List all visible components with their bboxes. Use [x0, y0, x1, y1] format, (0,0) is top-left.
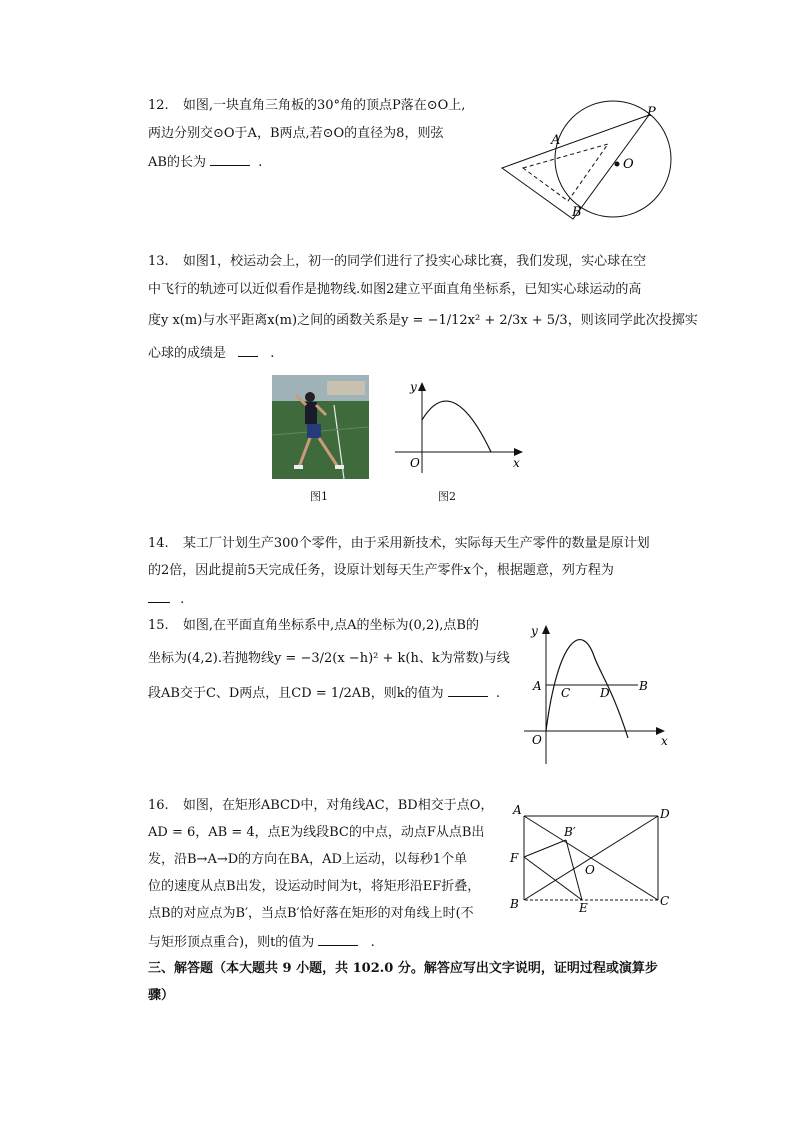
- q13-text1: 如图1，校运动会上，初一的同学们进行了投实心球比赛，我们发现，实心球在空: [182, 254, 647, 269]
- q16-label-B-prime: B′: [564, 825, 576, 839]
- q14-line1: [148, 536, 650, 552]
- q15-label-O: O: [532, 733, 542, 747]
- q15-text1: 如图,在平面直角坐标系中,点A的坐标为(0,2),点B的: [182, 618, 479, 633]
- q12-line2: 两边分别交⊙O于A，B两点,若⊙O的直径为8，则弦: [148, 126, 444, 141]
- q13-parabola: [422, 401, 491, 452]
- q13-fig2-caption: 图2: [438, 490, 456, 503]
- q16-number: 16.: [148, 798, 169, 813]
- q16-segment-B1E: [566, 840, 582, 900]
- q16-label-F: F: [510, 851, 519, 865]
- q16-line1: [148, 798, 493, 814]
- q12-answer-blank[interactable]: [210, 153, 250, 166]
- q15-line3: [148, 684, 500, 702]
- q13-label-O: O: [410, 456, 420, 470]
- q12-label-A: A: [551, 133, 561, 148]
- q15-label-B: B: [639, 679, 648, 693]
- q13-line1: [148, 254, 646, 270]
- q12-number: 12.: [148, 98, 169, 113]
- q16-line5: 点B的对应点为B′，当点B′恰好落在矩形的对角线上时(不: [148, 906, 474, 921]
- q13-athlete-head: [305, 392, 315, 402]
- q13-fig1-caption: 图1: [310, 490, 328, 503]
- q16-figure: [505, 800, 680, 920]
- q15-label-y: y: [531, 624, 538, 638]
- q14-text1: 某工厂计划生产300个零件，由于采用新技术，实际每天生产零件的数量是原计划: [182, 536, 650, 551]
- q16-line4: 位的速度从点B出发，设运动时间为t，将矩形沿EF折叠，: [148, 879, 481, 894]
- q13-fig2: [395, 375, 530, 475]
- q13-answer-blank[interactable]: [238, 344, 258, 357]
- q12-end: .: [258, 155, 263, 170]
- q16-label-B: B: [510, 897, 519, 911]
- q12-figure: [495, 98, 675, 223]
- q14-line3: [148, 590, 184, 608]
- q13-line4: [148, 344, 274, 362]
- q16-end: .: [370, 935, 375, 950]
- q16-label-O: O: [585, 863, 595, 877]
- q16-line2: AD = 6，AB = 4，点E为线段BC的中点，动点F从点B出: [148, 825, 485, 840]
- q13-label-x: x: [513, 456, 520, 470]
- q12-text3: AB的长为: [148, 155, 206, 170]
- q12-label-B: B: [572, 205, 582, 220]
- section3-heading-cont: 骤）: [148, 988, 175, 1003]
- q16-label-A: A: [513, 803, 522, 817]
- q12-label-P: P: [647, 105, 656, 120]
- q13-number: 13.: [148, 254, 169, 269]
- q15-line1: [148, 618, 479, 634]
- q15-label-D: D: [600, 686, 610, 700]
- q16-label-D: D: [660, 807, 670, 821]
- q13-photo: [272, 375, 369, 479]
- q14-end: .: [180, 592, 185, 607]
- q13-line2: 中飞行的轨迹可以近似看作是抛物线.如图2建立平面直角坐标系，已知实心球运动的高: [148, 282, 642, 297]
- q16-label-E: E: [579, 901, 588, 915]
- q15-parabola: [546, 640, 628, 738]
- q15-line2: 坐标为(4,2).若抛物线y = −3/2(x −h)² + k(h、k为常数)与线: [148, 651, 510, 666]
- q15-label-A: A: [533, 679, 542, 693]
- q16-answer-blank[interactable]: [318, 933, 358, 946]
- q16-text1: 如图，在矩形ABCD中，对角线AC，BD相交于点O，: [182, 798, 494, 813]
- q15-number: 15.: [148, 618, 169, 633]
- q15-answer-blank[interactable]: [448, 684, 488, 697]
- section3-heading: 三、解答题（本大题共 9 小题，共 102.0 分。解答应写出文字说明，证明过程或演算步: [148, 961, 658, 976]
- q15-end: .: [495, 686, 501, 701]
- q14-answer-blank[interactable]: [148, 590, 170, 603]
- q13-line3: 度y x(m)与水平距离x(m)之间的函数关系是y = −1/12x² + 2/3x + 5/3，则该同学此次投掷实: [148, 313, 698, 328]
- q15-label-x: x: [661, 734, 668, 748]
- q13-label-y: y: [410, 380, 417, 394]
- q12-line1: [148, 98, 465, 114]
- q12-label-O: O: [623, 157, 634, 172]
- q16-line3: 发，沿B→A→D的方向在BA，AD上运动，以每秒1个单: [148, 852, 468, 867]
- q13-end: .: [270, 346, 275, 361]
- q14-line2: 的2倍，因此提前5天完成任务，设原计划每天生产零件x个，根据题意，列方程为: [148, 563, 614, 578]
- q16-text6: 与矩形顶点重合)，则t的值为: [148, 935, 315, 950]
- q14-number: 14.: [148, 536, 169, 551]
- q16-label-C: C: [660, 894, 670, 908]
- q12-text1: 如图,一块直角三角板的30°角的顶点P落在⊙O上,: [182, 98, 466, 113]
- q15-text3: 段AB交于C、D两点，且CD = 1/2AB，则k的值为: [148, 686, 444, 701]
- q15-y-arrow: [542, 625, 550, 634]
- q16-segment-FB1: [524, 840, 566, 857]
- q15-figure: [520, 618, 675, 768]
- q15-label-C: C: [561, 686, 571, 700]
- q12-line3: [148, 153, 262, 171]
- q13-y-arrow: [418, 382, 426, 391]
- q12-center-dot: [615, 162, 620, 167]
- q16-line6: [148, 933, 375, 951]
- q16-fold-EF: [524, 857, 582, 900]
- q13-x-arrow: [514, 448, 523, 456]
- q13-text4: 心球的成绩是: [148, 346, 227, 361]
